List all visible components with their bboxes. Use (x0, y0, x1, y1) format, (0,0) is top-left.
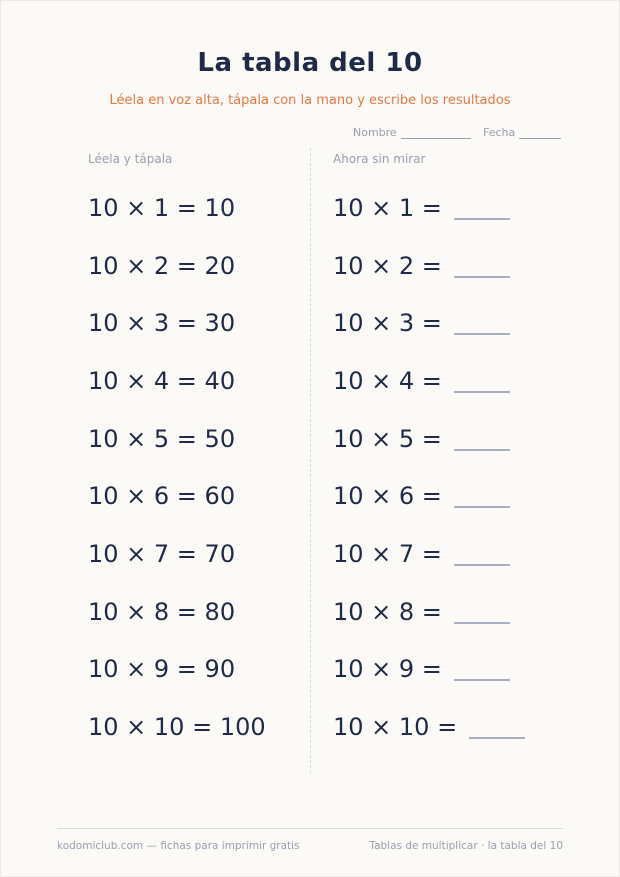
answer-row: 10 × 2 = 20 (88, 252, 236, 280)
footer-site: kodomiclub.com — fichas para imprimir gratis (57, 840, 300, 852)
answer-row: 10 × 3 = 30 (88, 309, 236, 337)
answer-blank[interactable] (454, 506, 510, 508)
answer-blank[interactable] (454, 391, 510, 393)
page-subtitle: Léela en voz alta, tápala con la mano y escribe los resultados (109, 93, 511, 108)
prompt-text: 10 × 7 = (333, 540, 442, 568)
prompt-row (333, 598, 510, 626)
prompt-row (333, 252, 510, 280)
answer-blank[interactable] (454, 276, 510, 278)
answer-blank[interactable] (454, 679, 510, 681)
page-title: La tabla del 10 (197, 48, 423, 78)
answer-blank[interactable] (454, 333, 510, 335)
prompt-row (333, 309, 510, 337)
column-divider (310, 148, 311, 773)
nombre-line (401, 131, 471, 139)
fecha-line (519, 131, 561, 139)
prompt-text: 10 × 2 = (333, 252, 442, 280)
fecha-label: Fecha (483, 126, 516, 139)
right-column-label: Ahora sin mirar (333, 152, 426, 166)
prompt-text: 10 × 9 = (333, 655, 442, 683)
nombre-label: Nombre (353, 126, 397, 139)
answer-blank[interactable] (454, 449, 510, 451)
answer-blank[interactable] (454, 218, 510, 220)
prompt-text: 10 × 4 = (333, 367, 442, 395)
answer-blank[interactable] (454, 564, 510, 566)
fecha-field (483, 126, 561, 139)
prompt-text: 10 × 1 = (333, 194, 442, 222)
prompt-row (333, 655, 510, 683)
prompt-row (333, 540, 510, 568)
prompt-row (333, 482, 510, 510)
prompt-text: 10 × 3 = (333, 309, 442, 337)
answer-row: 10 × 6 = 60 (88, 482, 236, 510)
prompt-text: 10 × 8 = (333, 598, 442, 626)
answer-row: 10 × 5 = 50 (88, 425, 236, 453)
answer-row: 10 × 8 = 80 (88, 598, 236, 626)
answer-row: 10 × 10 = 100 (88, 713, 266, 741)
footer-divider (57, 828, 563, 829)
answer-row: 10 × 7 = 70 (88, 540, 236, 568)
prompt-row (333, 367, 510, 395)
answer-row: 10 × 1 = 10 (88, 194, 236, 222)
footer-caption: Tablas de multiplicar · la tabla del 10 (369, 840, 563, 852)
prompt-row (333, 194, 510, 222)
nombre-field (353, 126, 471, 139)
answer-blank[interactable] (454, 622, 510, 624)
prompt-row (333, 425, 510, 453)
prompt-text: 10 × 10 = (333, 713, 458, 741)
answer-row: 10 × 9 = 90 (88, 655, 236, 683)
answer-row: 10 × 4 = 40 (88, 367, 236, 395)
left-column-label: Léela y tápala (88, 152, 173, 166)
prompt-text: 10 × 5 = (333, 425, 442, 453)
prompt-row (333, 713, 525, 741)
answer-blank[interactable] (469, 737, 525, 739)
prompt-text: 10 × 6 = (333, 482, 442, 510)
